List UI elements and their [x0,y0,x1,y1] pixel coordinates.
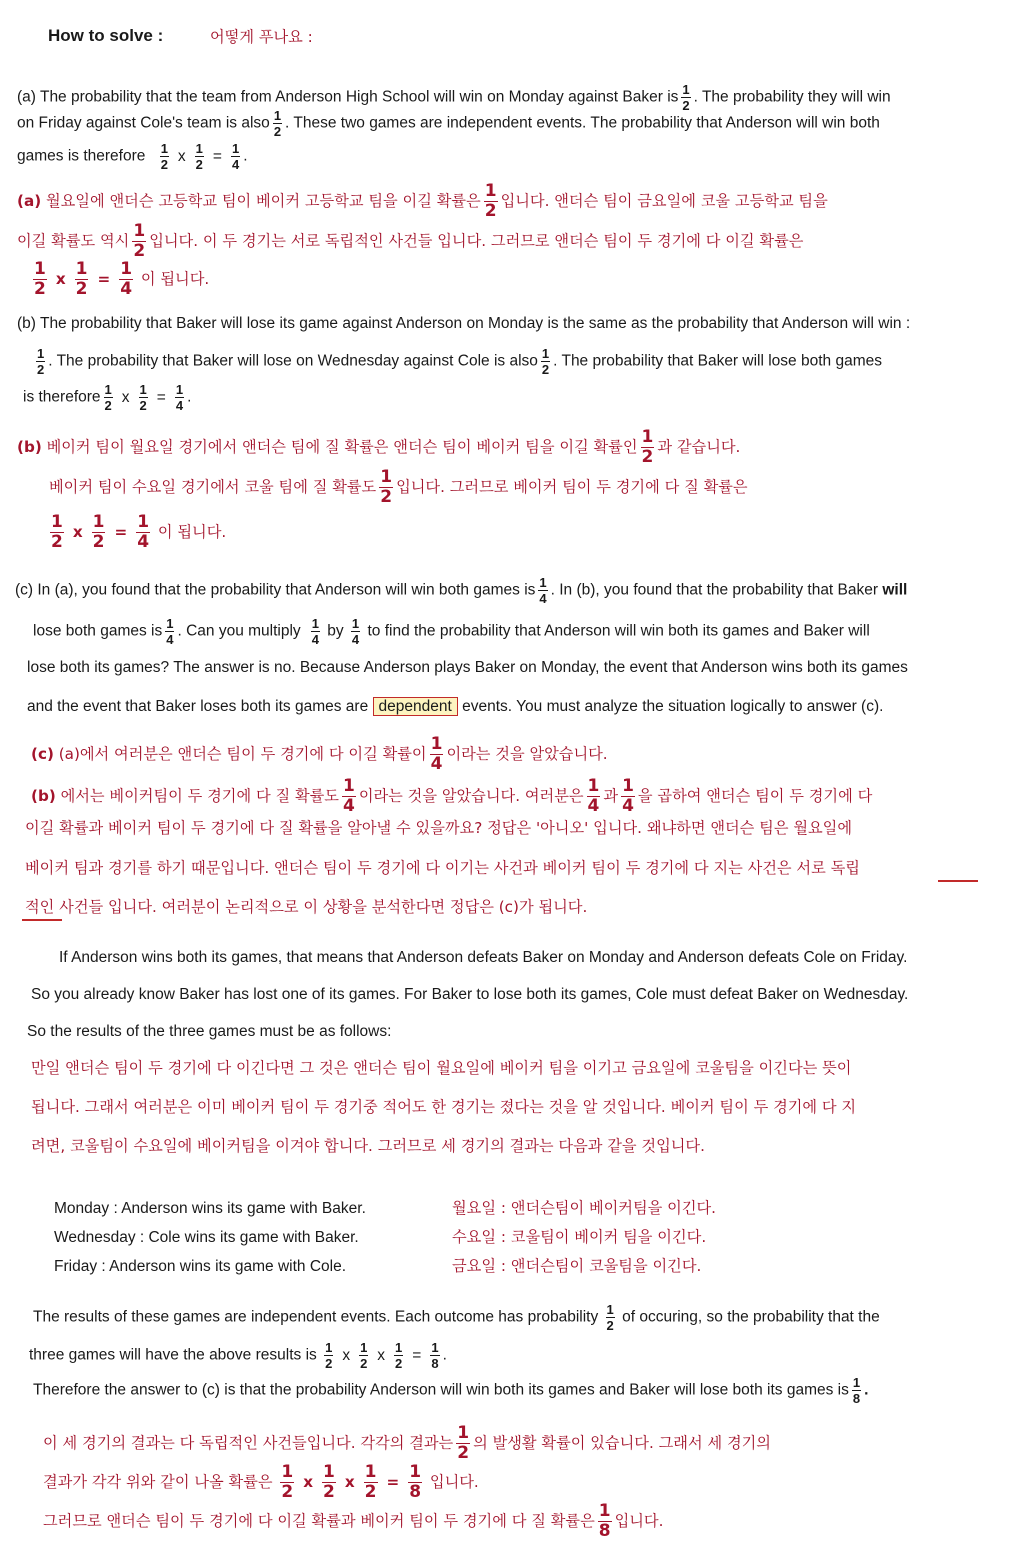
red-underline [22,919,62,921]
a-en-line-2: on Friday against Cole's team is also $\frac{1}{2}$ . These two games are independent events. The probability that Anderson will win both [17,108,880,139]
red-underline [938,880,978,882]
d-en-line-2: So you already know Baker has lost one of its games. For Baker to lose both its games, Cole must defeat Baker on Wednesday. [31,986,909,1003]
underlined-word: 적인 [25,898,55,916]
b-en-line-2: $\frac{1}{2}$ . The probability that Baker will lose on Wednesday against Cole is also $\frac{1}{2}$ . The probability that Baker will lose both games [37,346,882,377]
fraction-quarter: $\frac{1}{4}$ [342,776,355,816]
e-kr-line-1: 이 세 경기의 결과는 다 독립적인 사건들입니다. 각각의 결과는 $\frac{1}{2}$ 의 발생활 확률이 있습니다. 그래서 세 경기의 [43,1423,771,1463]
fraction-quarter: $\frac{1}{4}$ [430,734,443,774]
fraction-half: $\frac{1}{2}$ [323,1462,335,1502]
a-kr-line-3: $\frac{1}{2}$ x $\frac{1}{2}$ = $\frac{1}{4}$ 이 됩니다. [34,259,210,299]
fraction-half: $\frac{1}{2}$ [160,141,168,172]
fraction-half: $\frac{1}{2}$ [37,346,45,377]
fraction-eighth: $\frac{1}{8}$ [598,1501,611,1541]
fraction-half: $\frac{1}{2}$ [139,382,147,413]
fraction-quarter: $\frac{1}{4}$ [587,776,600,816]
fraction-half: $\frac{1}{2}$ [380,467,393,507]
c-kr-line-4: 베이커 팀과 경기를 하기 때문입니다. 앤더슨 팀이 두 경기에 다 이기는 사건과 베이커 팀이 두 경기에 다 지는 사건은 서로 독립 [25,859,860,877]
d-en-line-3: So the results of the three games must be as follows: [27,1023,392,1040]
fraction-half: $\frac{1}{2}$ [92,512,105,552]
fraction-half: $\frac{1}{2}$ [484,181,497,221]
fraction-half: $\frac{1}{2}$ [606,1302,614,1333]
a-kr-line-1: (a) 월요일에 앤더슨 고등학교 팀이 베이커 고등학교 팀을 이길 확률은 $\frac{1}{2}$ 입니다. 앤더슨 팀이 금요일에 코울 고등학교 팀을 [17,181,828,221]
result-wednesday: Wednesday : Cole wins its game with Baker. [54,1229,359,1246]
fraction-half: $\frac{1}{2}$ [682,82,690,113]
c-en-line-4: and the event that Baker loses both its games are dependent events. You must analyze the situation logically to answer (c). [27,698,884,715]
fraction-half: $\frac{1}{2}$ [457,1423,470,1463]
d-kr-line-2: 됩니다. 그래서 여러분은 이미 베이커 팀이 두 경기중 적어도 한 경기는 졌다는 것을 알 것입니다. 베이커 팀이 두 경기에 다 지 [31,1098,857,1116]
fraction-half: $\frac{1}{2}$ [360,1340,368,1371]
fraction-quarter: $\frac{1}{4}$ [539,575,547,606]
heading-english: How to solve : [48,26,164,45]
fraction-quarter: $\frac{1}{4}$ [175,382,184,413]
a-kr-line-2: 이길 확률도 역시 $\frac{1}{2}$ 입니다. 이 두 경기는 서로 독립적인 사건들 입니다. 그러므로 앤더슨 팀이 두 경기에 다 이길 확률은 [17,221,804,261]
d-en-line-1: If Anderson wins both its games, that means that Anderson defeats Baker on Monday and Anderson defeats Cole on Friday. [59,949,908,966]
b-kr-line-2: 베이커 팀이 수요일 경기에서 코울 팀에 질 확률도 $\frac{1}{2}$ 입니다. 그러므로 베이커 팀이 두 경기에 다 질 확률은 [49,467,748,507]
fraction-half: $\frac{1}{2}$ [34,259,46,299]
fraction-half: $\frac{1}{2}$ [133,221,146,261]
e-en-line-1: The results of these games are independent events. Each outcome has probability $\frac{1}{2}$ of occuring, so the probability that the [33,1302,880,1333]
c-en-line-3: lose both its games? The answer is no. Because Anderson plays Baker on Monday, the event that Anderson wins both its games [27,659,908,676]
e-en-line-2: three games will have the above results is $\frac{1}{2}$ x $\frac{1}{2}$ x $\frac{1}{2}$ = $\frac{1}{8}$ . [29,1340,447,1371]
fraction-quarter: $\frac{1}{4}$ [166,616,174,647]
c-kr-line-5: 적인 사건들 입니다. 여러분이 논리적으로 이 상황을 분석한다면 정답은 (c)가 됩니다. [25,898,588,916]
fraction-quarter: $\frac{1}{4}$ [311,616,319,647]
c-kr-line-1: (c) (a)에서 여러분은 앤더슨 팀이 두 경기에 다 이길 확률이 $\frac{1}{4}$ 이라는 것을 알았습니다. [31,734,608,774]
fraction-half: $\frac{1}{2}$ [104,382,112,413]
results-list-korean [452,1194,716,1281]
fraction-quarter: $\frac{1}{4}$ [137,512,150,552]
a-en-line-3: games is therefore $\frac{1}{2}$ x $\frac{1}{2}$ = $\frac{1}{4}$ . [17,141,248,172]
fraction-quarter: $\frac{1}{4}$ [120,259,133,299]
d-kr-line-3: 려면, 코울팀이 수요일에 베이커팀을 이겨야 합니다. 그러므로 세 경기의 결과는 다음과 같을 것입니다. [31,1137,705,1155]
c-kr-line-2: (b) 에서는 베이커팀이 두 경기에 다 질 확률도 $\frac{1}{4}$ 이라는 것을 알았습니다. 여러분은 $\frac{1}{4}$ 과 $\frac{1}{4}$ 을 곱하여 앤더슨 팀이 두 경기에 다 [31,776,873,816]
fraction-eighth: $\frac{1}{8}$ [409,1462,422,1502]
a-en-line-1: (a) The probability that the team from Anderson High School will win on Monday against Baker is $\frac{1}{2}$ . The probability they will win [17,82,891,113]
b-kr-line-1: (b) 베이커 팀이 월요일 경기에서 앤더슨 팀에 질 확률은 앤더슨 팀이 베이커 팀을 이길 확률인 $\frac{1}{2}$ 과 같습니다. [17,427,741,467]
fraction-half: $\frac{1}{2}$ [395,1340,403,1371]
fraction-half: $\frac{1}{2}$ [281,1462,294,1502]
result-monday-kr: 월요일 : 앤더슨팀이 베이커팀을 이긴다. [452,1199,716,1217]
fraction-half: $\frac{1}{2}$ [325,1340,333,1371]
b-kr-line-3: $\frac{1}{2}$ x $\frac{1}{2}$ = $\frac{1}{4}$ 이 됩니다. [51,512,227,552]
fraction-half: $\frac{1}{2}$ [195,141,203,172]
fraction-half: $\frac{1}{2}$ [364,1462,377,1502]
underlined-word: 독립 [830,859,860,877]
e-kr-line-3: 그러므로 앤더슨 팀이 두 경기에 다 이길 확률과 베이커 팀이 두 경기에 다 질 확률은 $\frac{1}{8}$ 입니다. [43,1501,664,1541]
result-friday: Friday : Anderson wins its game with Cole. [54,1258,347,1275]
fraction-half: $\frac{1}{2}$ [541,346,550,377]
fraction-eighth: $\frac{1}{8}$ [852,1375,861,1406]
result-friday-kr: 금요일 : 앤더슨팀이 코울팀을 이긴다. [452,1257,702,1275]
result-wednesday-kr: 수요일 : 코울팀이 베이커 팀을 이긴다. [452,1228,707,1246]
heading-korean: 어떻게 푸나요 : [210,28,313,46]
fraction-quarter: $\frac{1}{4}$ [231,141,240,172]
fraction-quarter: $\frac{1}{4}$ [622,776,634,816]
fraction-half: $\frac{1}{2}$ [51,512,63,552]
dependent-highlight: dependent [373,697,458,716]
e-en-line-3: Therefore the answer to (c) is that the probability Anderson will win both its games and Baker will lose both its games is $\frac{1}{8}$ . [33,1375,869,1406]
fraction-half: $\frac{1}{2}$ [75,259,88,299]
fraction-half: $\frac{1}{2}$ [273,108,282,139]
fraction-eighth: $\frac{1}{8}$ [431,1340,439,1371]
c-kr-line-3: 이길 확률과 베이커 팀이 두 경기에 다 질 확률을 알아낼 수 있을까요? 정답은 '아니오' 입니다. 왜냐하면 앤더슨 팀은 월요일에 [25,819,853,837]
e-kr-line-2: 결과가 각각 위와 같이 나올 확률은 $\frac{1}{2}$ x $\frac{1}{2}$ x $\frac{1}{2}$ = $\frac{1}{8}$ 입니다. [43,1462,479,1502]
b-en-line-3: is therefore $\frac{1}{2}$ x $\frac{1}{2}$ = $\frac{1}{4}$ . [23,382,192,413]
fraction-quarter: $\frac{1}{4}$ [351,616,360,647]
fraction-half: $\frac{1}{2}$ [641,427,654,467]
results-list-english [54,1194,366,1281]
d-kr-line-1: 만일 앤더슨 팀이 두 경기에 다 이긴다면 그 것은 앤더슨 팀이 월요일에 베이커 팀을 이기고 금요일에 코울팀을 이긴다는 뜻이 [31,1059,852,1077]
c-en-line-1: (c) In (a), you found that the probability that Anderson will win both games is $\frac{1}{4}$ . In (b), you found that the probability that Baker will [15,575,908,606]
c-en-line-2: lose both games is $\frac{1}{4}$ . Can you multiply $\frac{1}{4}$ by $\frac{1}{4}$ to find the probability that Anderson will win both its games and Baker will [33,616,870,647]
b-en-line-1: (b) The probability that Baker will lose its game against Anderson on Monday is the same as the probability that Anderson will win : [17,315,911,332]
result-monday: Monday : Anderson wins its game with Baker. [54,1200,366,1217]
